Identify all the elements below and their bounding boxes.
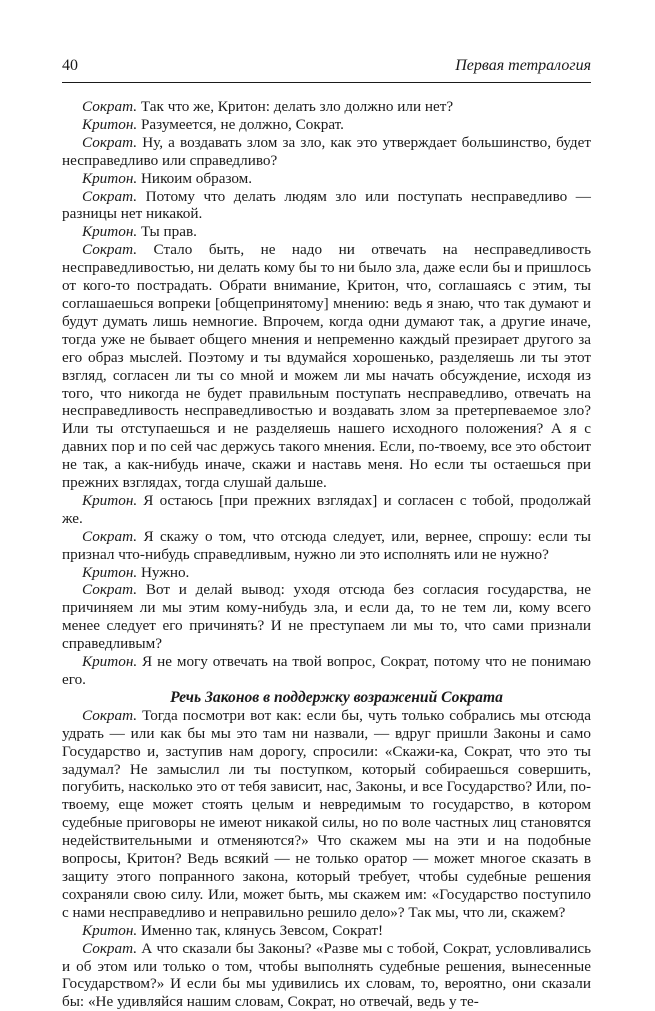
speech-text: Вот и делай вывод: уходя отсюда без согласия государства, не причиняем ли мы этим кому-нибудь зла, и если да, то не тем ли, кому всего менее следует его причинять? И не преступаем ли мы то, что сами признали справедливым? xyxy=(62,581,591,653)
speaker-name: Сократ. xyxy=(82,187,138,205)
speaker-name: Критон. xyxy=(82,223,138,241)
dialogue-before-heading xyxy=(62,98,591,689)
speaker-name: Сократ. xyxy=(82,706,138,724)
dialogue-paragraph xyxy=(62,98,591,116)
dialogue-paragraph xyxy=(62,922,591,940)
speaker-name: Критон. xyxy=(82,921,138,939)
speech-text: Я остаюсь [при прежних взглядах] и согласен с тобой, продолжай же. xyxy=(62,491,591,527)
speaker-name: Критон. xyxy=(82,115,138,133)
dialogue-paragraph xyxy=(62,241,591,492)
section-heading: Речь Законов в поддержку возражений Сократа xyxy=(170,688,503,706)
speaker-name: Критон. xyxy=(82,169,138,187)
speaker-name: Сократ. xyxy=(82,581,138,599)
page-number: 40 xyxy=(62,57,78,74)
speaker-name: Сократ. xyxy=(82,241,138,259)
speech-text: Ну, а воздавать злом за зло, как это утверждает большинство, будет несправедливо или справедливо? xyxy=(62,133,591,169)
speech-text: Разумеется, не должно, Сократ. xyxy=(137,115,344,133)
speech-text: Тогда посмотри вот как: если бы, чуть только собрались мы отсюда удрать — или как бы мы это там ни назвали, — вдруг пришли Законы и само Государство и, заступив нам дорогу, спросили: «Скажи-ка, Сократ, что это ты задумал? Не замыслил ли ты поступком, который собираешься совершить, погубить, насколько это от тебя зависит, нас, Законы, и все Государство? Или, по-твоему, еще может стоять целым и невредимым то государство, в котором судебные приговоры не имеют никакой силы, но по воле частных лиц становятся недействительными и отменяются?» Что скажем мы на эти и на подобные вопросы, Критон? Ведь всякий — не только оратор — может многое сказать в защиту этого попранного закона, который требует, чтобы судебные решения сохраняли свою силу. Или, может быть, мы скажем им: «Государство поступило с нами несправедливо и неправильно решило дело»? Так мы, что ли, скажем? xyxy=(62,706,591,921)
running-title: Первая тетралогия xyxy=(455,57,591,74)
dialogue-after-heading xyxy=(62,707,591,1011)
speech-text: Ты прав. xyxy=(137,223,197,241)
dialogue-paragraph xyxy=(62,940,591,1011)
speech-text: Именно так, клянусь Зевсом, Сократ! xyxy=(137,921,384,939)
dialogue-paragraph xyxy=(62,581,591,653)
speaker-name: Критон. xyxy=(82,653,138,671)
speech-text: Я скажу о том, что отсюда следует, или, вернее, спрошу: если ты признал что-нибудь справедливым, нужно ли это исполнять или не нужно? xyxy=(62,527,591,563)
dialogue-paragraph xyxy=(62,653,591,689)
dialogue-paragraph xyxy=(62,492,591,528)
dialogue-paragraph xyxy=(62,134,591,170)
dialogue-paragraph xyxy=(62,528,591,564)
speech-text: Никоим образом. xyxy=(137,169,253,187)
speaker-name: Сократ. xyxy=(82,98,138,115)
speaker-name: Сократ. xyxy=(82,527,138,545)
dialogue-paragraph xyxy=(62,170,591,188)
body-text xyxy=(62,98,591,1011)
dialogue-paragraph xyxy=(62,188,591,224)
speech-text: Потому что делать людям зло или поступать несправедливо — разницы нет никакой. xyxy=(62,187,591,223)
page-header xyxy=(62,56,591,83)
speech-text: Я не могу отвечать на твой вопрос, Сократ, потому что не понимаю его. xyxy=(62,653,591,688)
speaker-name: Критон. xyxy=(82,563,138,581)
dialogue-paragraph xyxy=(62,707,591,922)
dialogue-paragraph xyxy=(62,116,591,134)
speaker-name: Сократ. xyxy=(82,939,138,957)
speech-text: Стало быть, не надо ни отвечать на несправедливость несправедливостью, ни делать кому бы то ни было зла, даже если бы и пришлось от кого-то пострадать. Обрати внимание, Критон, что, соглашаясь с этим, ты соглашаешься вопреки [общепринятому] мнению: ведь я знаю, что так думают и будут думать лишь немногие. Впрочем, когда одни думают так, а другие иначе, тогда уже не бывает общего мнения и непременно каждый презирает другого за его образ мыслей. Поэтому и ты вдумайся хорошенько, разделяешь ли ты этот взгляд, согласен ли ты со мной и можем ли мы начать обсуждение, исходя из того, что никогда не будет правильным поступать несправедливо, отвечать на несправедливость несправедливостью и воздавать злом за претерпеваемое зло? Или ты отступаешься и не разделяешь нашего исходного положения? А я с давних пор и по сей час держусь такого мнения. Если, по-твоему, все это обстоит не так, а как-нибудь иначе, скажи и наставь меня. Но если ты остаешься при прежних взглядах, тогда слушай дальше. xyxy=(62,241,591,492)
speech-text: Нужно. xyxy=(137,563,190,581)
dialogue-paragraph xyxy=(62,223,591,241)
speech-text: Так что же, Критон: делать зло должно или нет? xyxy=(137,98,454,115)
speech-text: А что сказали бы Законы? «Разве мы с тобой, Сократ, условливались и об этом или только о том, чтобы выполнять судебные решения, вынесенные Государством?» И если бы мы удивились их словам, то, вероятно, они сказали бы: «Не удивляйся нашим словам, Сократ, но отвечай, ведь у те- xyxy=(62,939,591,1011)
speaker-name: Критон. xyxy=(82,491,138,509)
dialogue-paragraph xyxy=(62,564,591,582)
speaker-name: Сократ. xyxy=(82,133,138,151)
